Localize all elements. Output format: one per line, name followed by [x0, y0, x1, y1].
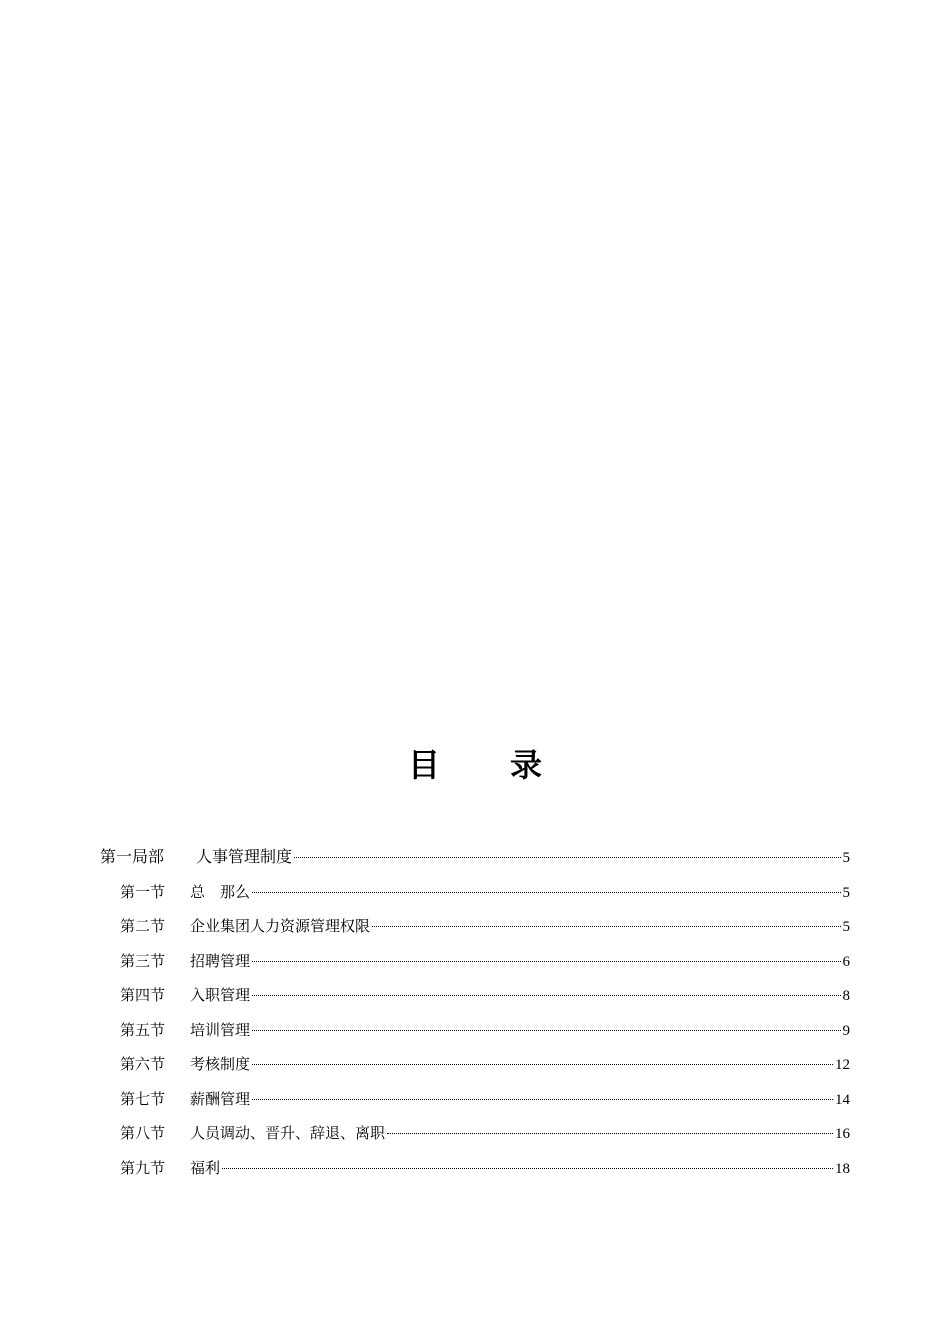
- toc-entry-page: 14: [835, 1091, 850, 1108]
- toc-dot-leader: [252, 1099, 833, 1100]
- toc-entry-section-2[interactable]: [100, 909, 850, 944]
- toc-title-char: 目: [407, 746, 440, 784]
- toc-title-char: 录: [510, 746, 543, 784]
- toc-entry-number: 第三节: [120, 951, 166, 970]
- toc-entry-page: 5: [842, 919, 850, 935]
- toc-dot-leader: [252, 1064, 833, 1065]
- toc-entry-section-5[interactable]: [100, 1013, 850, 1048]
- toc-entry-title: 招聘管理: [190, 951, 251, 970]
- toc-entry-section-6[interactable]: [100, 1047, 850, 1082]
- toc-dot-leader: [222, 1168, 833, 1169]
- toc-entry-title: 薪酬管理: [190, 1089, 251, 1108]
- toc-entry-page: 8: [842, 988, 850, 1004]
- toc-dot-leader: [387, 1133, 833, 1134]
- toc-entry-number: 第六节: [120, 1055, 166, 1073]
- toc-entry-page: 18: [835, 1160, 850, 1177]
- toc-entry-title: 人事管理制度: [196, 847, 293, 866]
- toc-entry-title: 培训管理: [190, 1020, 251, 1039]
- toc-dot-leader: [252, 1030, 840, 1031]
- toc-entry-page: 9: [842, 1022, 850, 1039]
- toc-title: [0, 738, 950, 788]
- toc-entry-number: 第四节: [120, 986, 166, 1004]
- toc-entry-section-3[interactable]: [100, 944, 850, 979]
- toc-dot-leader: [252, 961, 840, 962]
- toc-dot-leader: [372, 926, 840, 927]
- toc-entry-page: 16: [835, 1126, 850, 1142]
- toc-entry-title: 人员调动、晋升、辞退、离职: [190, 1124, 386, 1142]
- toc-entry-page: 5: [842, 850, 850, 866]
- toc-entry-number: 第九节: [120, 1158, 166, 1177]
- toc-entry-section-4[interactable]: [100, 978, 850, 1013]
- toc-entry-page: 6: [842, 953, 850, 970]
- toc-dot-leader: [294, 857, 840, 858]
- toc-entry-title: 总 那么: [190, 882, 251, 901]
- toc-list: [100, 840, 850, 1185]
- toc-entry-number: 第七节: [120, 1089, 166, 1108]
- toc-dot-leader: [252, 995, 840, 996]
- toc-entry-section-8[interactable]: [100, 1116, 850, 1151]
- toc-entry-title: 考核制度: [190, 1055, 251, 1073]
- toc-entry-number: 第五节: [120, 1020, 166, 1039]
- toc-entry-number: 第一局部: [100, 847, 165, 866]
- toc-entry-section-7[interactable]: [100, 1082, 850, 1117]
- toc-entry-number: 第八节: [120, 1124, 166, 1142]
- toc-entry-title: 入职管理: [190, 986, 251, 1004]
- toc-dot-leader: [252, 892, 840, 893]
- toc-entry-title: 企业集团人力资源管理权限: [190, 917, 371, 935]
- toc-entry-part-1[interactable]: [100, 840, 850, 875]
- toc-entry-section-1[interactable]: [100, 875, 850, 910]
- toc-entry-number: 第二节: [120, 917, 166, 935]
- toc-entry-page: 12: [835, 1057, 850, 1073]
- toc-entry-section-9[interactable]: [100, 1151, 850, 1186]
- toc-entry-title: 福利: [190, 1158, 221, 1177]
- toc-entry-number: 第一节: [120, 882, 166, 901]
- toc-entry-page: 5: [842, 884, 850, 901]
